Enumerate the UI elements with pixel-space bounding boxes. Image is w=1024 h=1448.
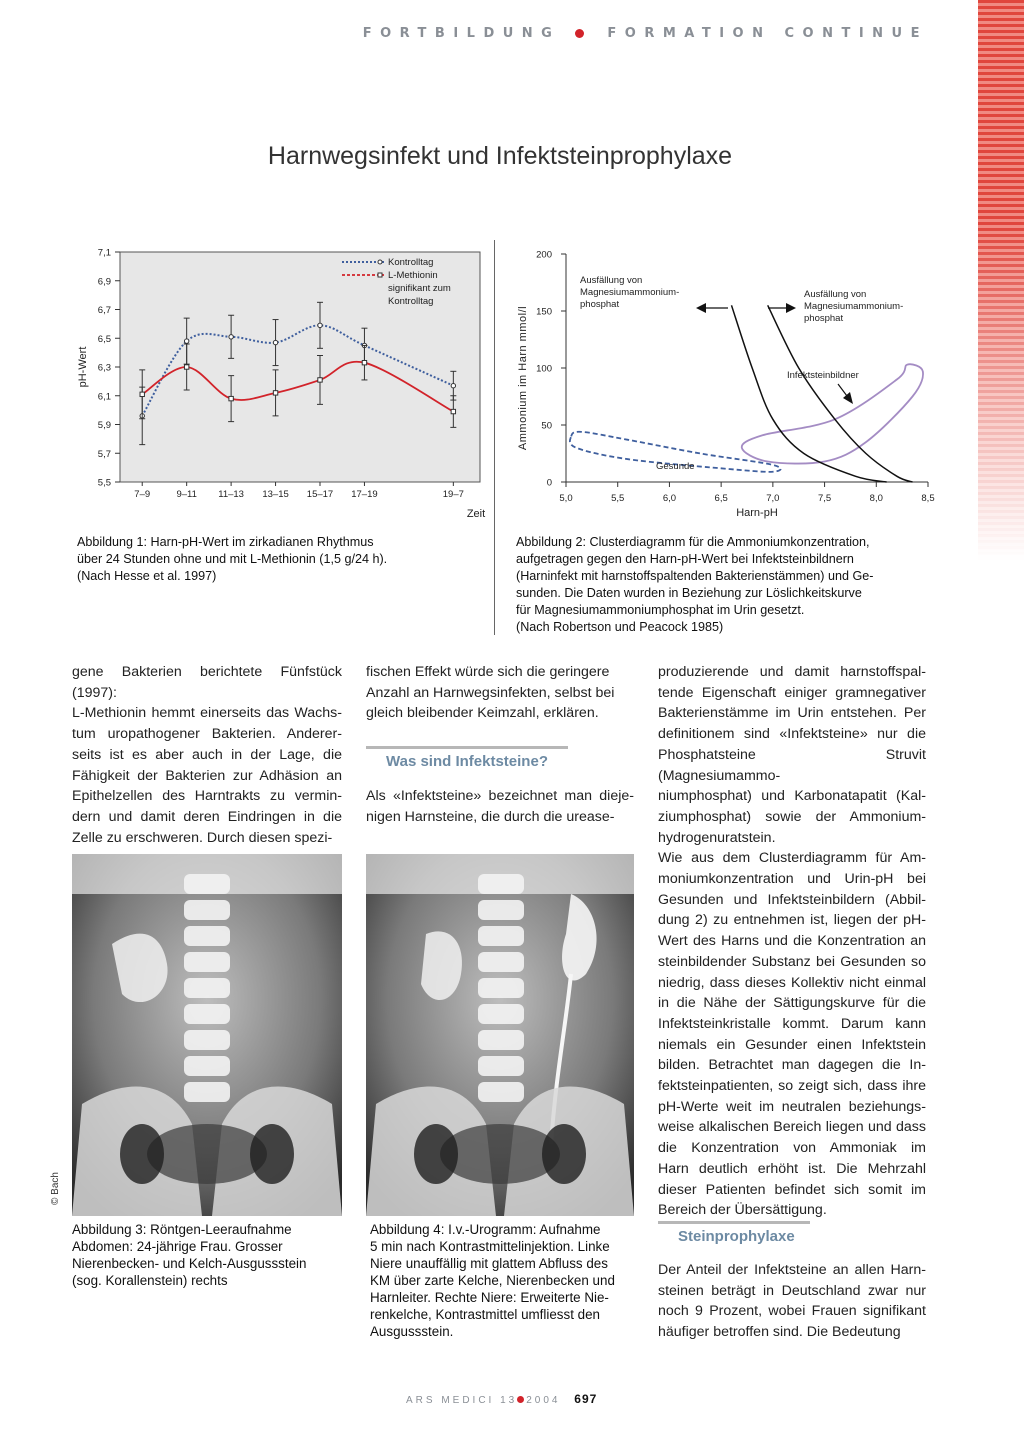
column-3a-line: tende Eigenschaft einiger gramnegativer <box>658 684 926 701</box>
column-3a-line: Wie aus dem Clusterdiagramm für Am- <box>658 850 926 867</box>
caption-3-line: Abbildung 3: Röntgen-Leeraufnahme <box>72 1222 292 1237</box>
arrow-right-head <box>786 303 796 313</box>
vertebra <box>478 1082 524 1102</box>
y-tick-label: 150 <box>536 306 552 318</box>
y-tick-label: 5,5 <box>97 477 111 489</box>
header-right: FORMATION CONTINUE <box>607 26 928 41</box>
caption-4-line: Niere unauffällig mit glattem Abfluss des <box>370 1256 608 1271</box>
column-2b-line: nigen Harnsteine, die durch die urease- <box>366 808 615 825</box>
x-tick-label: 7,5 <box>817 493 832 504</box>
column-1-line: Zelle zu erschweren. Durch diesen spezi- <box>72 829 333 846</box>
column-3a-line: Bakterienstämme im Urin entstehen. Per <box>658 705 926 722</box>
column-3a-line: in die Nähe der Sättigungskurve für die <box>658 995 926 1012</box>
text-column-1 <box>72 662 342 848</box>
column-1-line: seits ist es aber auch in der Lage, die <box>72 746 342 763</box>
y-tick-label: 0 <box>546 477 552 489</box>
data-point <box>318 323 322 327</box>
x-axis-label: Harn-pH <box>736 507 778 519</box>
column-3a-line: fektsteinpatienten, so zeigt sich, dass ihre <box>658 1078 926 1095</box>
vertebra <box>184 874 230 894</box>
column-2b-line: Als «Infektsteine» bezeichnet man dieje- <box>366 788 634 804</box>
data-point <box>184 365 188 369</box>
section-header <box>363 26 928 41</box>
legend-marker <box>378 273 382 277</box>
column-3b-line: steinen beträgt in Deutschland zwar nur <box>658 1282 926 1299</box>
y-tick-label: 7,1 <box>97 247 111 259</box>
header-dot <box>575 29 584 38</box>
y-tick-label: 100 <box>536 363 552 375</box>
y-tick-label: 200 <box>536 249 552 261</box>
saturation-curve <box>731 305 886 482</box>
annotation-precipitation-left: Ausfällung von <box>580 275 643 286</box>
column-3a-line: dung 2) zu entnehmen ist, liegen der pH- <box>658 912 926 929</box>
caption-4-line: 5 min nach Kontrastmittelinjektion. Linke <box>370 1239 610 1254</box>
annotation-precipitation-right: Ausfällung von <box>804 289 867 300</box>
data-point <box>229 396 233 400</box>
x-tick-label: 17–19 <box>351 489 378 500</box>
caption-4-line: KM über zarte Kelche, Nierenbecken und <box>370 1273 615 1288</box>
caption-3-line: (sog. Korallenstein) rechts <box>72 1273 228 1288</box>
xray-image-1 <box>72 854 342 1216</box>
legend-label: Kontrolltag <box>388 257 434 268</box>
caption-1-line: (Nach Hesse et al. 1997) <box>77 569 217 583</box>
caption-2-line: Abbildung 2: Clusterdiagramm für die Ammoniumkonzentration, <box>516 535 870 549</box>
decorative-red-stripe <box>978 0 1024 560</box>
column-1-line: Fähigkeit der Bakterien zur Adhäsion an <box>72 767 342 784</box>
annotation-precipitation-right: Magnesiumammonium- <box>804 301 904 312</box>
vertebra <box>478 1030 524 1050</box>
arrow-infekt-head <box>843 392 853 404</box>
column-3b-line: häufiger betroffen sind. Die Bedeutung <box>658 1324 901 1341</box>
data-point <box>229 335 233 339</box>
vertebra <box>184 1004 230 1024</box>
data-point <box>273 391 277 395</box>
text-column-2a <box>366 662 634 724</box>
header-left: FORTBILDUNG <box>362 26 561 41</box>
text-column-3a <box>658 662 926 1221</box>
chart-1-svg <box>60 240 500 530</box>
data-point <box>140 392 144 396</box>
vertebra <box>478 978 524 998</box>
annotation-gesunde: Gesunde <box>656 461 695 472</box>
caption-4-line: Ausgussstein. <box>370 1324 454 1339</box>
column-1-line: L-Methionin hemmt einerseits das Wachs- <box>72 705 342 722</box>
y-tick-label: 6,3 <box>97 362 111 374</box>
text-column-3b <box>658 1260 926 1343</box>
data-point <box>184 339 188 343</box>
vertebra <box>184 952 230 972</box>
legend-marker <box>378 260 382 264</box>
xray-1-graphic <box>72 854 342 1216</box>
figure-4-caption <box>370 1221 650 1340</box>
y-axis-label: Ammonium im Harn mmol/l <box>517 305 529 451</box>
column-2a-line: fischen Effekt würde sich die geringere <box>366 664 610 680</box>
vertebra <box>184 1056 230 1076</box>
caption-1-line: Abbildung 1: Harn-pH-Wert im zirkadianen Rhythmus <box>77 535 374 549</box>
column-3a-line: Gesunden und Infektsteinbildern (Abbil- <box>658 891 926 908</box>
x-tick-label: 5,0 <box>559 493 573 504</box>
xray-2-graphic <box>366 854 634 1216</box>
footer-year: 2004 <box>526 1395 561 1406</box>
caption-3-line: Nierenbecken- und Kelch-Ausgussstein <box>72 1256 307 1271</box>
x-tick-label: 5,5 <box>611 493 625 504</box>
annotation-precipitation-right: phosphat <box>804 313 844 324</box>
vertebra <box>184 1082 230 1102</box>
heading-steinprophylaxe: Steinprophylaxe <box>678 1228 795 1245</box>
caption-4-line: Abbildung 4: I.v.-Urogramm: Aufnahme <box>370 1222 601 1237</box>
y-tick-label: 5,9 <box>97 420 111 431</box>
data-point <box>318 378 322 382</box>
vertebra <box>184 900 230 920</box>
x-tick-label: 8,5 <box>921 493 935 504</box>
column-2a-line: gleich bleibender Keimzahl, erklären. <box>366 705 599 722</box>
column-1-line: tum uropathogener Bakterien. Anderer- <box>72 726 342 743</box>
vertebra <box>184 926 230 946</box>
data-point <box>273 340 277 344</box>
column-3a-line: hydrogenuratstein. <box>658 829 776 846</box>
column-3a-line: steinbildender Substanz bei Gesunden so <box>658 953 926 970</box>
column-3a-line: niedrig, dass dieses Kollektiv nicht einmal <box>658 974 926 991</box>
y-tick-label: 5,7 <box>97 448 111 460</box>
column-3a-line: definitionem sind «Infektsteine» nur die <box>658 726 926 743</box>
column-3a-line: pH-Werte weit im neutralen beziehungs- <box>658 1098 926 1115</box>
annotation-precipitation-left: Magnesiumammonium- <box>580 287 680 298</box>
data-point <box>451 409 455 413</box>
legend-label: Kontrolltag <box>388 296 434 307</box>
column-2a-line: Anzahl an Harnwegsinfekten, selbst bei <box>366 684 615 701</box>
figure-1-caption <box>77 534 477 585</box>
column-3b-line: noch 9 Prozent, wobei Frauen signifikant <box>658 1303 926 1320</box>
data-point <box>451 383 455 387</box>
x-tick-label: 6,5 <box>714 493 728 504</box>
page-footer <box>406 1392 597 1406</box>
column-3a-line: ziumphosphat) sowie der Ammonium- <box>658 808 926 825</box>
x-tick-label: 7–9 <box>134 489 151 500</box>
vertebra <box>478 926 524 946</box>
x-tick-label: 9–11 <box>176 489 197 500</box>
x-tick-label: 15–17 <box>306 489 334 500</box>
vertebra <box>478 874 524 894</box>
footer-dot <box>517 1396 524 1403</box>
figure-2-chart <box>510 240 950 530</box>
legend-label: signifikant zum <box>388 283 451 294</box>
figure-1-chart <box>60 240 500 530</box>
legend-label: L-Methionin <box>388 270 438 281</box>
y-tick-label: 6,7 <box>97 305 111 316</box>
caption-2-line: (Harninfekt mit harnstoffspaltenden Bakterienstämmen) und Ge- <box>516 569 874 583</box>
column-3a-line: bilden. Betrachtet man dagegen die In- <box>658 1057 926 1074</box>
column-3a-line: Infektsteinkristalle kommt. Darum kann <box>658 1015 926 1032</box>
column-1-line: gene Bakterien berichtete Fünfstück (1997): <box>72 664 342 701</box>
x-axis-label: Zeit <box>466 508 486 520</box>
saturation-curve <box>768 305 913 482</box>
column-3a-line: die Konzentration von Ammoniak im <box>658 1140 926 1157</box>
x-tick-label: 7,0 <box>766 493 780 504</box>
annotation-infektsteinbildner: Infektsteinbildner <box>787 370 859 381</box>
heading-rule-2 <box>658 1221 810 1224</box>
x-tick-label: 11–13 <box>218 489 244 500</box>
x-tick-label: 13–15 <box>262 489 289 500</box>
vertebra <box>184 978 230 998</box>
x-tick-label: 8,0 <box>869 493 883 504</box>
figure-2-caption <box>516 534 946 636</box>
vertebra <box>478 952 524 972</box>
caption-2-line: aufgetragen gegen den Harn-pH-Wert bei Infektsteinbildnern <box>516 552 854 566</box>
y-tick-label: 50 <box>541 420 552 432</box>
column-3a-line: Phosphatsteine Struvit (Magnesiumammo- <box>658 746 926 784</box>
caption-2-line: (Nach Robertson und Peacock 1985) <box>516 620 724 634</box>
column-3a-line: moniumkonzentration und Urin-pH bei <box>658 871 926 888</box>
x-tick-label: 19–7 <box>442 489 464 500</box>
heading-rule-1 <box>366 746 568 749</box>
caption-1-line: über 24 Stunden ohne und mit L-Methionin (1,5 g/24 h). <box>77 552 388 566</box>
figure-3-caption <box>72 1221 352 1289</box>
arrow-left-head <box>696 303 706 313</box>
column-3a-line: dieser Patienten befindet sich somit im <box>658 1181 926 1198</box>
column-3a-line: Wert des Harns und die Konzentration an <box>658 933 926 950</box>
caption-4-line: renkelche, Kontrastmittel umfliesst den <box>370 1307 600 1322</box>
column-3a-line: weise alkalischen Bereich liegen und dass <box>658 1119 926 1136</box>
text-column-2b <box>366 786 634 827</box>
x-tick-label: 6,0 <box>662 493 677 504</box>
xray-image-2 <box>366 854 634 1216</box>
column-3b-line: Der Anteil der Infektsteine an allen Harn- <box>658 1262 926 1278</box>
caption-2-line: für Magnesiumammoniumphosphat im Urin gesetzt. <box>516 603 805 617</box>
copyright-note: © Bach <box>50 1172 61 1205</box>
column-3a-line: produzierende und damit harnstoffspal- <box>658 664 926 680</box>
caption-3-line: Abdomen: 24-jährige Frau. Grosser <box>72 1239 283 1254</box>
footer-journal: ARS MEDICI 13 <box>406 1395 518 1406</box>
vertebra <box>478 900 524 920</box>
annotation-precipitation-left: phosphat <box>580 299 620 310</box>
y-tick-label: 6,5 <box>97 333 111 345</box>
y-axis-label: pH-Wert <box>77 346 89 388</box>
vertebra <box>184 1030 230 1050</box>
heading-infektsteine: Was sind Infektsteine? <box>386 753 548 770</box>
column-1-line: dern und damit deren Eindringen in die <box>72 808 342 825</box>
y-tick-label: 6,1 <box>97 391 111 403</box>
caption-4-line: Harnleiter. Rechte Niere: Erweiterte Nie- <box>370 1290 609 1305</box>
column-3a-line: niumphosphat) und Karbonatapatit (Kal- <box>658 788 926 805</box>
vertebra <box>478 1056 524 1076</box>
column-3a-line: niemals ein Gesunder einen Infektstein <box>658 1036 926 1053</box>
page-number: 697 <box>574 1392 598 1406</box>
vertebra <box>478 1004 524 1024</box>
data-point <box>362 360 366 364</box>
column-3a-line: Bereich der Übersättigung. <box>658 1202 827 1219</box>
y-tick-label: 6,9 <box>97 276 111 288</box>
caption-2-line: sunden. Die Daten wurden in Beziehung zur Löslichkeitskurve <box>516 586 862 600</box>
chart-2-svg <box>510 240 950 530</box>
column-3a-line: Harn deutlich erhöht ist. Die Mehrzahl <box>658 1160 926 1177</box>
figure-divider <box>494 240 495 635</box>
article-title: Harnwegsinfekt und Infektsteinprophylaxe <box>267 142 733 170</box>
column-1-line: Epithelzellen des Harntrakts zu vermin- <box>72 788 342 805</box>
